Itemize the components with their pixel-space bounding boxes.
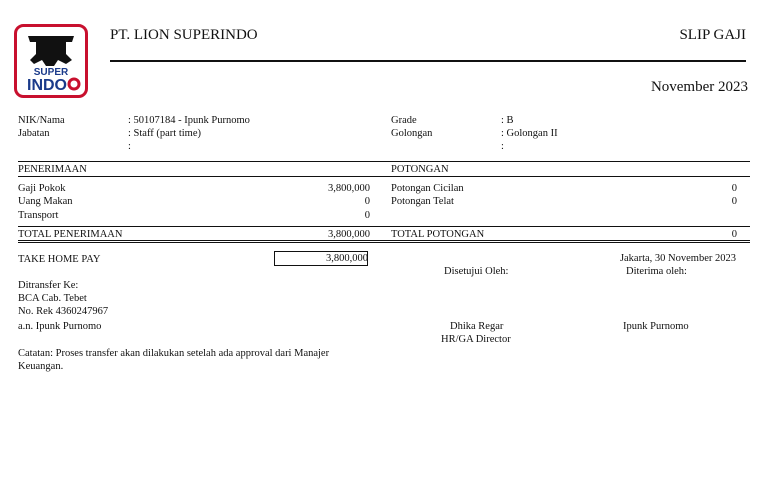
- list-item-amount: 0: [731, 196, 737, 207]
- grade-value: : B: [501, 115, 514, 126]
- totals-top-rule: [18, 226, 750, 227]
- total-penerimaan-label: TOTAL PENERIMAAN: [18, 229, 123, 240]
- section-top-rule: [18, 161, 750, 162]
- list-item-label: Potongan Telat: [391, 196, 454, 207]
- list-item-label: Transport: [18, 210, 59, 221]
- blank-field-right: :: [501, 141, 504, 152]
- totals-bottom-rule-1: [18, 240, 750, 241]
- jabatan-value: : Staff (part time): [128, 128, 201, 139]
- received-by-label: Diterima oleh:: [626, 266, 687, 277]
- document-title: SLIP GAJI: [679, 27, 746, 43]
- potongan-heading: POTONGAN: [391, 164, 449, 175]
- transfer-line-3: No. Rek 4360247967: [18, 306, 109, 317]
- grade-label: Grade: [391, 115, 417, 126]
- super-indo-logo-icon: [14, 24, 88, 98]
- total-penerimaan-amount: 3,800,000: [328, 229, 370, 240]
- total-potongan-label: TOTAL POTONGAN: [391, 229, 485, 240]
- transfer-line-1: Ditransfer Ke:: [18, 280, 79, 291]
- approved-by-label: Disetujui Oleh:: [444, 266, 509, 277]
- golongan-value: : Golongan II: [501, 128, 558, 139]
- place-date: Jakarta, 30 November 2023: [619, 253, 736, 264]
- receiver-name: Ipunk Purnomo: [623, 321, 689, 332]
- jabatan-label: Jabatan: [18, 128, 50, 139]
- note-line-2: Keuangan.: [18, 361, 64, 372]
- pay-period: November 2023: [650, 79, 748, 95]
- total-potongan-amount: 0: [731, 229, 737, 240]
- section-heading-rule: [18, 176, 750, 177]
- list-item-label: Uang Makan: [18, 196, 73, 207]
- note-line-1: Catatan: Proses transfer akan dilakukan setelah ada approval dari Manajer: [18, 348, 330, 359]
- list-item-label: Potongan Cicilan: [391, 183, 464, 194]
- company-logo: [14, 24, 88, 98]
- transfer-line-4: a.n. Ipunk Purnomo: [18, 321, 102, 332]
- totals-bottom-rule-2: [18, 242, 750, 243]
- list-item-amount: 0: [364, 196, 370, 207]
- list-item-amount: 0: [364, 210, 370, 221]
- golongan-label: Golongan: [391, 128, 433, 139]
- company-name: PT. LION SUPERINDO: [110, 27, 258, 43]
- list-item-amount: 0: [731, 183, 737, 194]
- nik-label: NIK/Nama: [18, 115, 65, 126]
- blank-field-left: :: [128, 141, 131, 152]
- list-item-amount: 3,800,000: [328, 183, 370, 194]
- take-home-pay-amount: 3,800,000: [326, 253, 368, 264]
- take-home-pay-label: TAKE HOME PAY: [18, 254, 101, 265]
- approver-title: HR/GA Director: [441, 334, 511, 345]
- penerimaan-heading: PENERIMAAN: [18, 164, 87, 175]
- logo-text-super: SUPER: [33, 67, 69, 78]
- logo-text-indo: INDO: [27, 77, 67, 94]
- transfer-line-2: BCA Cab. Tebet: [18, 293, 87, 304]
- list-item-label: Gaji Pokok: [18, 183, 66, 194]
- nik-value: : 50107184 - Ipunk Purnomo: [128, 115, 250, 126]
- approver-name: Dhika Regar: [450, 321, 504, 332]
- header-divider: [110, 60, 746, 62]
